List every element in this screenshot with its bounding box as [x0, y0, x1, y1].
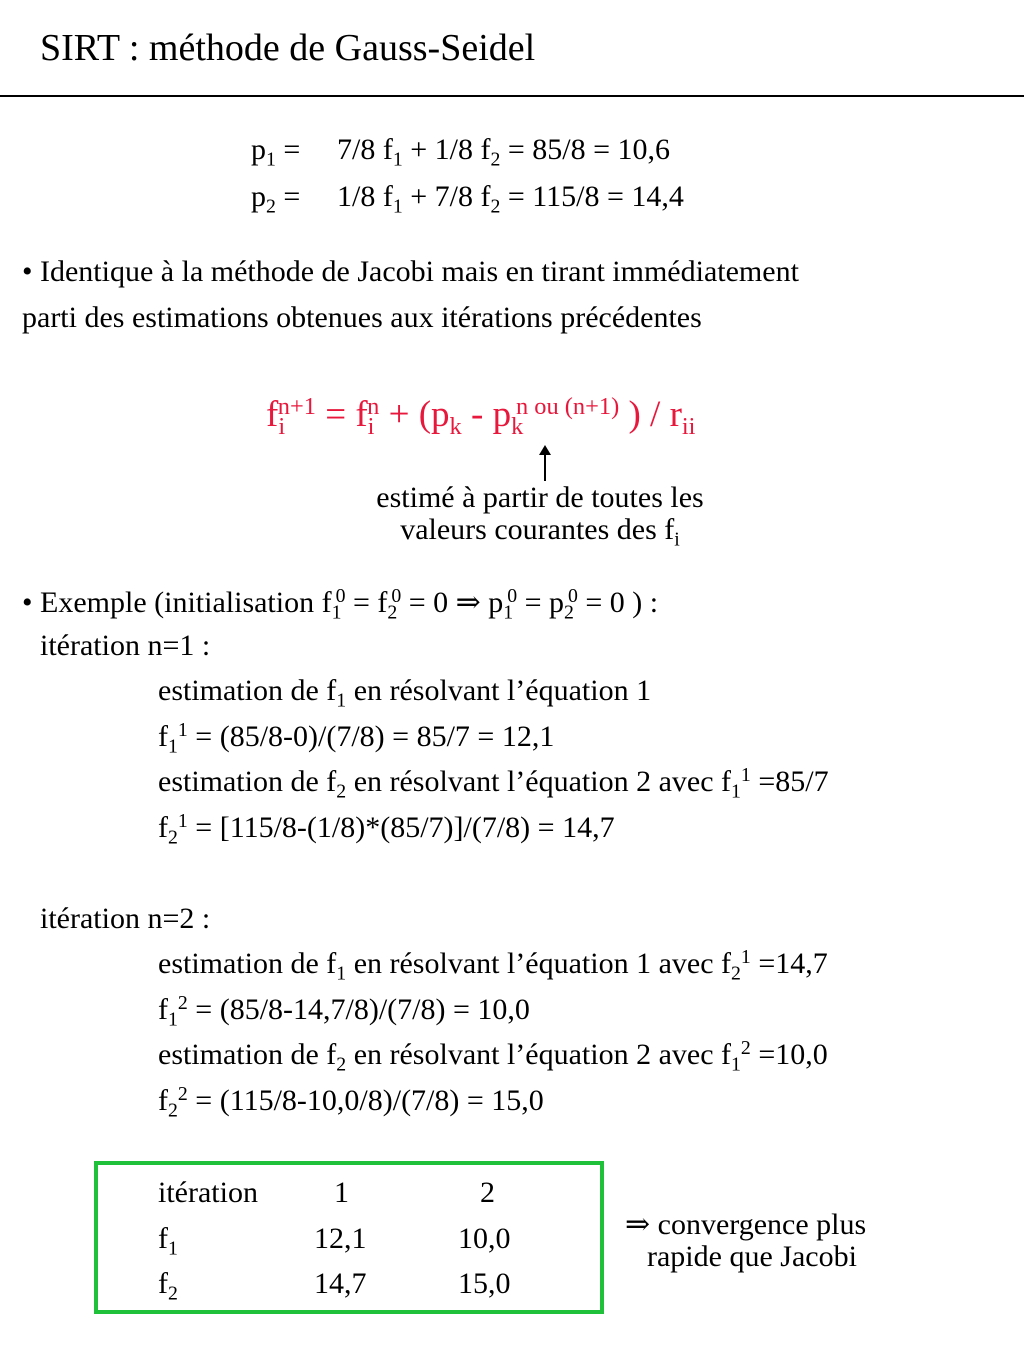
- equation-p2-rhs: 1/8 $f_1 + 7/8$ $f_2 = 115/8 = 14,4$: [337, 180, 684, 218]
- iter1-line1: estimation de $f_1$ en résolvant l’équation 1: [158, 674, 652, 712]
- iter1-line3: estimation de $f_2$ en résolvant l’équation 2 avec $f_1^1 =85/7$: [158, 764, 829, 803]
- table-row-f1-v2: 10,0: [458, 1222, 511, 1255]
- table-header-1: 1: [334, 1176, 349, 1209]
- conclusion-line1: ⇒ convergence plus: [625, 1208, 867, 1241]
- table-row-f2-v2: 15,0: [458, 1267, 511, 1300]
- bullet-identique-line1: • Identique à la méthode de Jacobi mais en tirant immédiatement: [22, 255, 799, 288]
- table-header-iteration: itération: [158, 1176, 258, 1209]
- page-title: SIRT : méthode de Gauss-Seidel: [40, 27, 536, 69]
- note-line2: valeurs courantes des $f_i$: [400, 513, 680, 551]
- iter2-line3: estimation de $f_2$ en résolvant l’équation 2 avec $f_1^2 =10,0$: [158, 1037, 828, 1076]
- table-row-f2-v1: 14,7: [314, 1267, 367, 1300]
- equation-p2: $p_2$ =: [251, 180, 301, 218]
- iter2-line1: estimation de $f_1$ en résolvant l’équation 1 avec $f_2^1 =14,7$: [158, 946, 828, 985]
- example-intro: • Exemple (initialisation $f_1^0 = f_2^0 = 0$ ⇒ $p_1^0 = p_2^0 = 0$ ) :: [22, 585, 659, 624]
- iteration-2-label: itération n=2 :: [40, 902, 211, 935]
- table-row-f1-v1: 12,1: [314, 1222, 367, 1255]
- note-line1: estimé à partir de toutes les: [376, 481, 704, 514]
- title-divider: [0, 95, 1024, 97]
- iteration-1-label: itération n=1 :: [40, 629, 211, 662]
- iter2-line2: $f_1^2 = (85/8-14,7/8)/(7/8) = 10,0$: [158, 992, 530, 1031]
- iter1-line4: $f_2^1 = [115/8-(1/8)*(85/7)]/(7/8) = 14,7$: [158, 810, 615, 849]
- iter2-line4: $f_2^2 = (115/8-10,0/8)/(7/8) = 15,0$: [158, 1083, 544, 1122]
- equation-p1-rhs: 7/8 $f_1 + 1/8$ $f_2 = 85/8 = 10,6$: [337, 133, 671, 171]
- equation-p1: $p_1$ =: [251, 133, 301, 171]
- table-row-f2-label: $f_2$: [158, 1267, 178, 1305]
- bullet-identique-line2: parti des estimations obtenues aux itérations précédentes: [22, 301, 702, 334]
- table-header-2: 2: [480, 1176, 495, 1209]
- table-row-f1-label: $f_1$: [158, 1222, 178, 1260]
- gauss-seidel-formula: $f_i^{n+1} = f_i^n + (p_k - p_k^{n ou (n+1)}$ ) / $r_{ii}$: [266, 392, 696, 440]
- arrow-up-icon: [537, 445, 553, 481]
- iter1-line2: $f_1^1 = (85/8-0)/(7/8) = 85/7 = 12,1$: [158, 719, 555, 758]
- conclusion-line2: rapide que Jacobi: [647, 1240, 857, 1273]
